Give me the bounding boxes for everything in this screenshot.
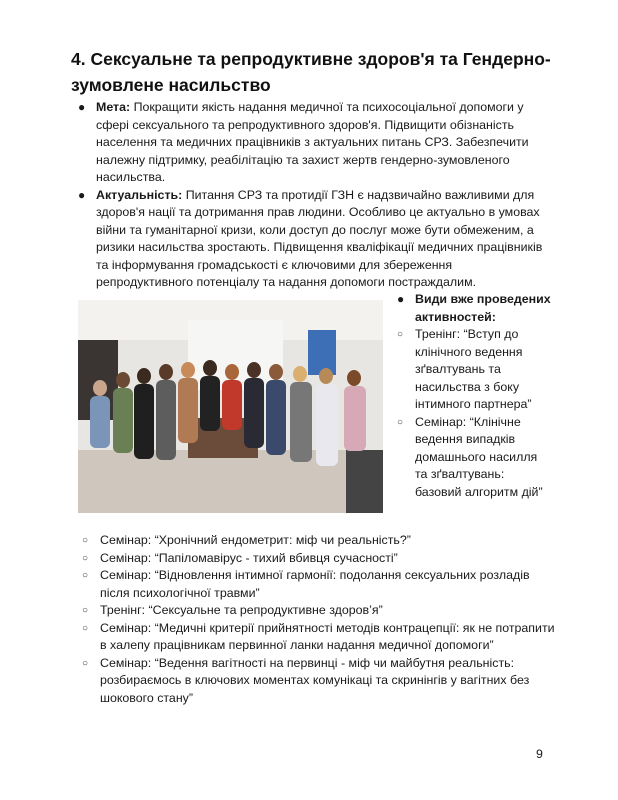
goal-bullet	[78, 99, 548, 187]
activity-text: Семінар: “Хронічний ендометрит: міф чи реальність?”	[100, 533, 411, 547]
group-photo	[78, 300, 383, 513]
list-item	[78, 602, 558, 620]
group-photo-image	[78, 300, 383, 513]
relevance-text: Питання СРЗ та протидії ГЗН є надзвичайно важливими для здоров'я нації та дотримання прав людини. Особливо це актуально в умовах війни та гуманітарної кризи, коли доступ до послуг може бути обмеженим, а ризики насильства зростають. Підвищення кваліфікації медичних працівників та інформування громадськості є ключовими для збереження репродуктивного потенціалу та надання допомоги постраждалим.	[96, 187, 543, 289]
circle-bullet-icon: ○	[82, 570, 89, 581]
goal-text: Покращити якість надання медичної та психосоціальної допомоги у сфері сексуального та репродуктивного здоров'я. Підвищити обізнаність населення та медичних працівників з актуальних питань СРЗ. Забезпечити належну підтримку, реабілітацію та захист жертв гендерно-зумовленого насильства.	[96, 100, 529, 184]
relevance-label: Актуальність:	[96, 187, 183, 202]
activity-text: Семінар: “Відновлення інтимної гармонії: подолання сексуальних розладів після психологічної травми”	[100, 568, 530, 600]
section-heading: 4. Сексуальне та репродуктивне здоров'я та Гендерно-зумовлене насильство	[71, 49, 551, 95]
activity-text: Тренінг: “Вступ до клінічного ведення зґвалтувань та насильства з боку інтимного партнера”	[415, 327, 532, 411]
circle-bullet-icon: ○	[82, 605, 89, 616]
activity-text: Семінар: “Папіломавірус - тихий вбивця сучасності”	[100, 550, 398, 565]
relevance-bullet	[78, 187, 548, 292]
activities-list	[78, 532, 558, 707]
circle-bullet-icon: ○	[397, 329, 404, 340]
bullet-dot-icon: ●	[78, 100, 86, 114]
circle-bullet-icon: ○	[82, 552, 89, 564]
list-item	[78, 655, 558, 708]
activity-text: Семінар: “Клінічне ведення випадків домашнього насилля та зґвалтувань: базовий алгоритм дій”	[415, 414, 543, 499]
circle-bullet-icon: ○	[82, 535, 89, 546]
list-item	[393, 414, 553, 502]
circle-bullet-icon: ○	[82, 622, 89, 634]
list-item	[78, 567, 558, 602]
circle-bullet-icon: ○	[397, 416, 404, 428]
bullet-dot-icon: ●	[397, 292, 405, 306]
circle-bullet-icon: ○	[82, 657, 89, 669]
list-item	[78, 532, 558, 550]
page-number: 9	[536, 747, 543, 761]
bullet-dot-icon: ●	[78, 187, 86, 202]
list-item	[78, 550, 558, 568]
activity-text: Семінар: “Медичні критерії прийнятності методів контрацепції: як не потрапити в халепу працівникам первинної ланки надання медичної допомоги”	[100, 620, 555, 652]
activity-text: Семінар: “Ведення вагітності на первинці - міф чи майбутня реальність: розбираємось в ключових моментах комунікаці та скринінгів у вагітних без шокового стану”	[100, 655, 530, 705]
goal-label: Мета:	[96, 100, 131, 114]
activities-heading	[393, 291, 553, 326]
activities-column	[393, 291, 553, 501]
list-item	[393, 326, 553, 414]
list-item	[78, 620, 558, 655]
activities-heading-text: Види вже проведених активностей:	[415, 292, 551, 324]
activity-text: Тренінг: “Сексуальне та репродуктивне здоров’я”	[100, 603, 383, 617]
bullet-list	[78, 99, 548, 292]
